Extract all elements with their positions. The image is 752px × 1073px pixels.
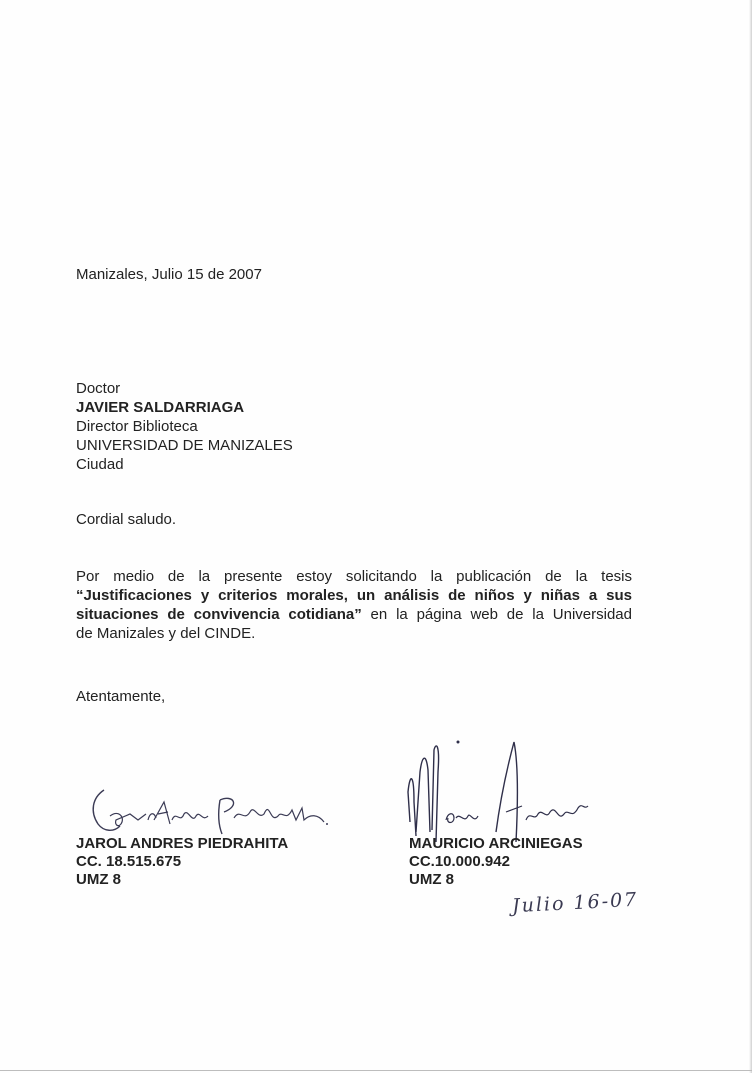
closing: Atentamente, [76,688,166,705]
signature-right [398,732,598,852]
date-line: Manizales, Julio 15 de 2007 [76,266,262,283]
signatory-right-id: CC.10.000.942 [409,853,510,870]
signatory-left-id: CC. 18.515.675 [76,853,182,870]
recipient-block [76,379,293,474]
recipient-name: JAVIER SALDARRIAGA [76,399,245,416]
signatory-right [409,835,583,889]
recipient-title: Doctor [76,380,121,397]
page-bottom-edge [0,1070,752,1071]
recipient-city: Ciudad [76,456,124,473]
signatory-left-name: JAROL ANDRES PIEDRAHITA [76,835,289,852]
signatory-right-name: MAURICIO ARCINIEGAS [409,835,583,852]
handwritten-date-note: Julio 16-07 [511,888,639,918]
greeting: Cordial saludo. [76,511,177,528]
signatory-left [76,835,288,889]
body-line-2: “Justificaciones y criterios morales, un análisis de niños y niñas a sus [76,587,632,604]
recipient-institution: UNIVERSIDAD DE MANIZALES [76,437,293,454]
signature-left [84,780,334,840]
letter-body [76,567,632,643]
body-line-3 [76,605,632,624]
recipient-position: Director Biblioteca [76,418,198,435]
thesis-title-end: situaciones de convivencia cotidiana” [76,606,362,623]
signatory-right-group: UMZ 8 [409,871,454,888]
body-line-3-rest: en la página web de la Universidad [361,606,632,623]
body-line-1: Por medio de la presente estoy solicitando la publicación de la tesis [76,568,632,585]
signatory-left-group: UMZ 8 [76,871,121,888]
body-line-4: de Manizales y del CINDE. [76,625,256,642]
